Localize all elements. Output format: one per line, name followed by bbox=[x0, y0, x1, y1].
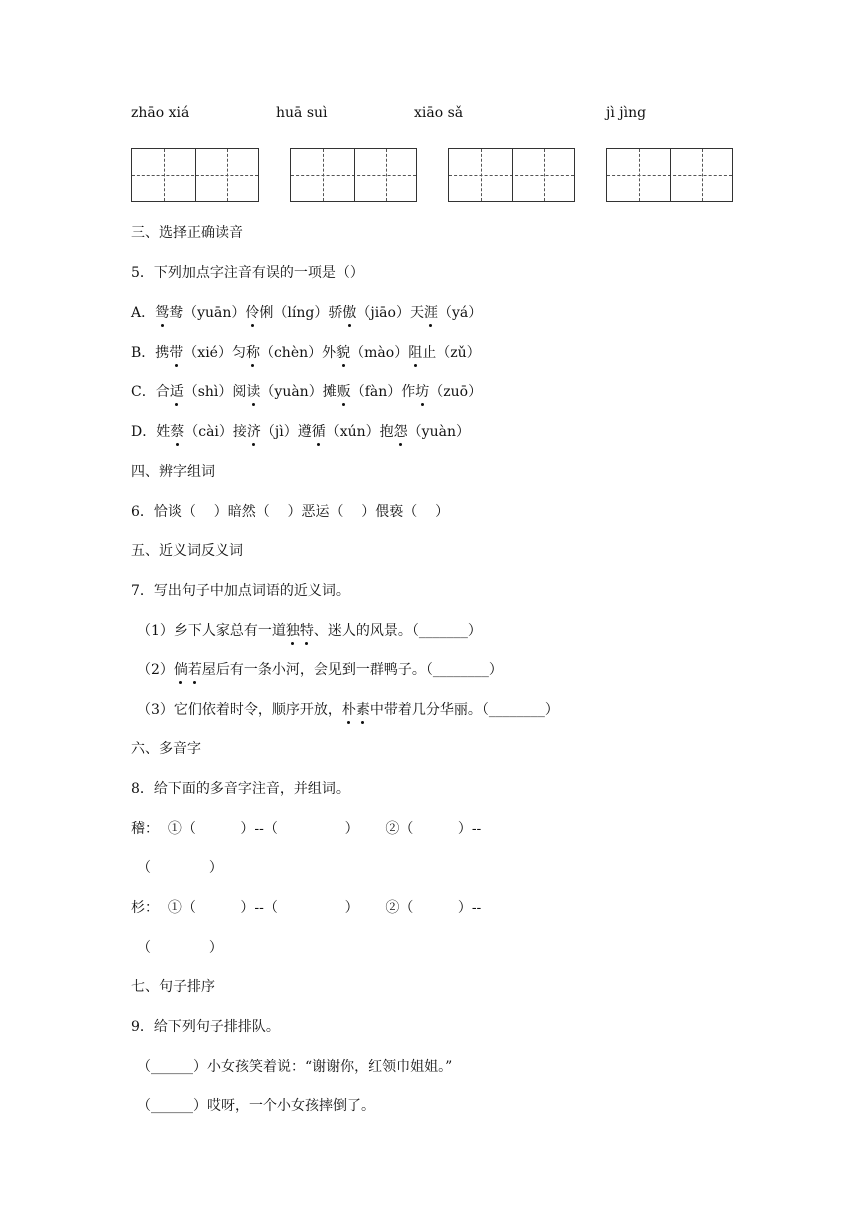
option-c: C．合适（shì）阅读（yuàn）摊贩（fàn）作坊（zuō） bbox=[131, 384, 483, 400]
section-5-heading: 五、近义词反义词 bbox=[131, 543, 243, 559]
polyphone-row-2: 杉： ①（ ）--（ ） ②（ ）-- bbox=[131, 900, 482, 916]
sentence-1: （1）乡下人家总有一道独特、迷人的风景。（_______） bbox=[137, 623, 482, 639]
writing-grid-2[interactable] bbox=[290, 148, 417, 202]
option-d: D．姓蔡（cài）接济（jì）遵循（xún）抱怨（yuàn） bbox=[131, 424, 470, 440]
question-7: 7．写出句子中加点词语的近义词。 bbox=[131, 583, 350, 599]
writing-grid-4[interactable] bbox=[606, 148, 733, 202]
polyphone-row-1: 稽： ①（ ）--（ ） ②（ ）-- bbox=[131, 821, 482, 837]
writing-grid-3[interactable] bbox=[448, 148, 575, 202]
section-6-heading: 六、多音字 bbox=[131, 741, 201, 757]
option-b: B．携带（xié）匀称（chèn）外貌（mào）阻止（zǔ） bbox=[131, 345, 481, 361]
pinyin-3: xiāo sǎ bbox=[414, 105, 464, 121]
section-7-heading: 七、句子排序 bbox=[131, 979, 215, 995]
order-line-1: （______）小女孩笑着说：“谢谢你，红领巾姐姐。” bbox=[137, 1059, 453, 1075]
option-a: A．鸳鸯（yuān）伶俐（líng）骄傲（jiāo）天涯（yá） bbox=[131, 305, 483, 321]
question-5: 5．下列加点字注音有误的一项是（） bbox=[131, 265, 364, 281]
polyphone-row-1-cont: （ ） bbox=[137, 860, 223, 876]
sentence-2: （2）倘若屋后有一条小河，会见到一群鸭子。（________） bbox=[137, 662, 503, 678]
question-9: 9．给下列句子排排队。 bbox=[131, 1019, 280, 1035]
section-4-heading: 四、辨字组词 bbox=[131, 464, 215, 480]
question-6: 6．恰谈（ ）暗然（ ）恶运（ ）偎亵（ ） bbox=[131, 504, 450, 520]
question-8: 8．给下面的多音字注音，并组词。 bbox=[131, 781, 350, 797]
writing-grid-1[interactable] bbox=[131, 148, 259, 202]
sentence-3: （3）它们依着时令，顺序开放，朴素中带着几分华丽。（________） bbox=[137, 702, 559, 718]
pinyin-1: zhāo xiá bbox=[131, 105, 190, 121]
section-3-heading: 三、选择正确读音 bbox=[131, 225, 243, 241]
order-line-2: （______）哎呀，一个小女孩摔倒了。 bbox=[137, 1098, 375, 1114]
pinyin-2: huā suì bbox=[276, 105, 328, 121]
polyphone-row-2-cont: （ ） bbox=[137, 940, 223, 956]
pinyin-4: jì jìng bbox=[606, 105, 647, 121]
